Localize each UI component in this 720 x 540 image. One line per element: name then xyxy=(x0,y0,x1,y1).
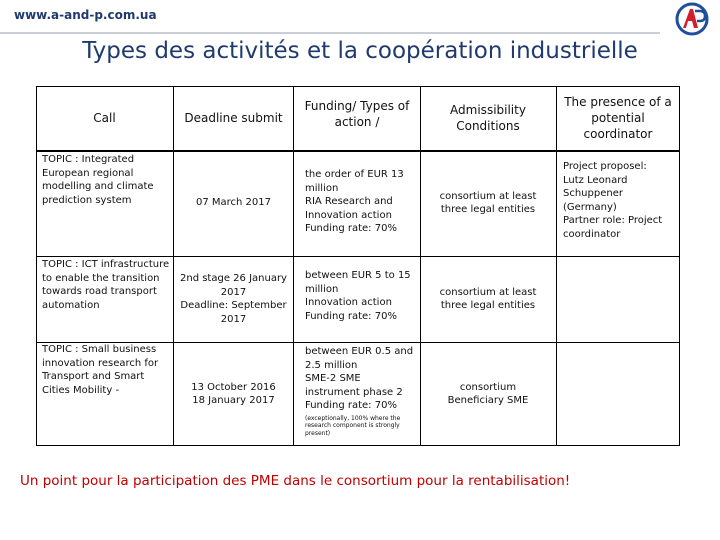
company-logo xyxy=(674,2,710,36)
header-deadline xyxy=(175,88,292,148)
header-admissibility-label: Admissibility Conditions xyxy=(450,102,526,133)
row2-funding-text: between EUR 5 to 15 million Innovation action Funding rate: 70% xyxy=(305,270,411,322)
row3-funding-text: between EUR 0.5 and 2.5 million SME-2 SME instrument phase 2 Funding rate: 70% xyxy=(305,346,414,411)
table-row-divider xyxy=(36,256,680,257)
row2-admissibility xyxy=(422,258,554,340)
row2-funding xyxy=(305,269,415,341)
header-coordinator-label: The presence of a potential coordinator xyxy=(564,94,672,142)
row3-call-text: TOPIC : Small business innovation research for Transport and Smart Cities Mobility - xyxy=(42,344,159,396)
header-admissibility xyxy=(422,88,554,148)
row1-call-text: TOPIC : Integrated European regional modelling and climate prediction system xyxy=(42,154,154,206)
header-deadline-label: Deadline submit xyxy=(184,110,283,125)
header-coordinator xyxy=(558,88,678,148)
row3-coordinator xyxy=(563,344,677,444)
table-right-border xyxy=(679,86,680,446)
row1-coordinator xyxy=(563,160,677,254)
table-column-divider xyxy=(173,86,174,446)
row3-deadline-text: 13 October 2016 18 January 2017 xyxy=(191,381,276,406)
table-column-divider xyxy=(556,86,557,446)
table-column-divider xyxy=(293,86,294,446)
site-url[interactable]: www.a-and-p.com.ua xyxy=(14,8,157,22)
footer-note: Un point pour la participation des PME dans le consortium pour la rentabilisation! xyxy=(20,473,571,489)
row1-funding xyxy=(305,168,415,254)
row2-admissibility-text: consortium at least three legal entities xyxy=(439,286,537,311)
header-divider xyxy=(0,32,660,34)
row1-deadline-text: 07 March 2017 xyxy=(195,197,271,209)
table-header-divider xyxy=(36,150,680,152)
table-column-divider xyxy=(420,86,421,446)
row3-admissibility xyxy=(422,344,554,444)
header-call xyxy=(38,88,171,148)
row1-coordinator-text: Project proposel: Lutz Leonard Schuppener (Germany) Partner role: Project coordinator xyxy=(563,161,663,240)
row2-coordinator xyxy=(563,258,677,340)
row3-call xyxy=(42,343,170,443)
header-funding-label: Funding/ Types of action / xyxy=(304,99,410,130)
row2-deadline xyxy=(175,258,292,340)
row1-call xyxy=(42,153,170,253)
calls-table xyxy=(36,86,680,446)
row1-admissibility xyxy=(422,153,554,253)
row1-admissibility-text: consortium at least three legal entities xyxy=(439,190,537,215)
row3-deadline xyxy=(175,344,292,444)
table-left-border xyxy=(36,86,37,446)
table-bottom-border xyxy=(36,445,680,446)
row2-call-text: TOPIC : ICT infrastructure to enable the transition towards road transport automation xyxy=(42,259,170,311)
row3-funding-note: (exceptionally, 100% where the research component is strongly present) xyxy=(305,414,401,438)
row1-deadline xyxy=(175,153,292,253)
row2-call xyxy=(42,258,173,340)
header-funding xyxy=(295,88,419,148)
row2-deadline-text: 2nd stage 26 January 2017 Deadline: September 2017 xyxy=(180,273,287,325)
row3-admissibility-text: consortium Beneficiary SME xyxy=(447,381,529,406)
row3-funding xyxy=(305,345,417,445)
header-call-label: Call xyxy=(93,110,116,125)
table-top-border xyxy=(36,86,680,87)
slide-title: Types des activités et la coopération industrielle xyxy=(82,38,638,64)
row1-funding-text: the order of EUR 13 million RIA Research and Innovation action Funding rate: 70% xyxy=(305,169,404,234)
